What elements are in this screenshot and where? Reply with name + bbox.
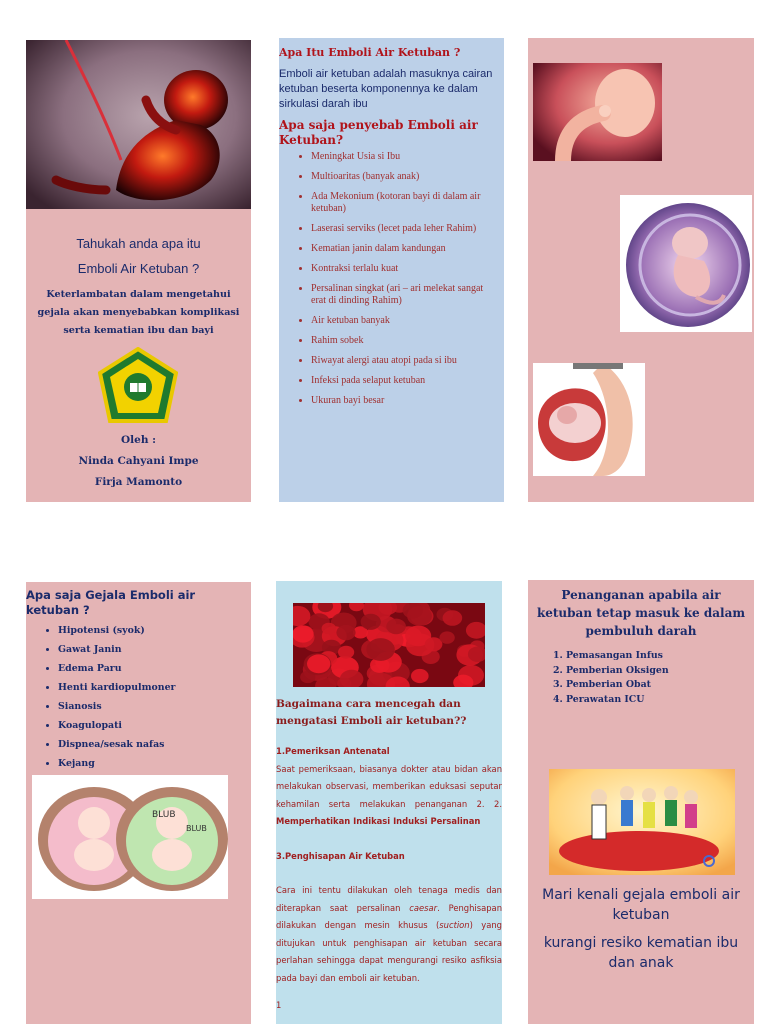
prevention-heading: Bagaimana cara mencegah dan mengatasi Emboli air ketuban?? bbox=[276, 698, 467, 727]
list-item: • Meningkat Usia si Ibu bbox=[311, 151, 497, 163]
cover-panel bbox=[26, 40, 251, 502]
list-item: • Kematian janin dalam kandungan bbox=[311, 243, 497, 255]
list-item: • Riwayat alergi atau atopi pada si ibu bbox=[311, 355, 497, 367]
causes-list bbox=[279, 151, 497, 415]
treatment-heading: Penanganan apabila air ketuban tetap masuk ke dalam pembuluh darah bbox=[536, 588, 746, 638]
list-item: • Ukuran bayi besar bbox=[311, 395, 497, 407]
symptoms-panel bbox=[26, 582, 251, 1024]
step-title: 3.Penghisapan Air Ketuban bbox=[276, 850, 405, 861]
definition-heading: Apa Itu Emboli Air Ketuban ? bbox=[279, 46, 461, 59]
treatment-panel bbox=[528, 580, 754, 1024]
list-item: • Koagulopati bbox=[58, 720, 176, 731]
list-item: • Infeksi pada selaput ketuban bbox=[311, 375, 497, 387]
list-item: • Persalinan singkat (ari – ari melekat sangat erat di dinding Rahim) bbox=[311, 283, 497, 307]
fetus-photo bbox=[26, 40, 251, 209]
list-item: • Hipotensi (syok) bbox=[58, 625, 176, 636]
symptoms-list bbox=[26, 625, 176, 777]
step-text: Saat pemeriksaan, biasanya dokter atau bidan akan melakukan observasi, memberikan eduksasi seputar kehamilan serta melakukan penanganan 2. 2. Memperhatikan Indikasi Induksi Persalinan bbox=[276, 763, 502, 826]
list-item: 3. Pemberian Obat bbox=[566, 679, 669, 690]
list-item: • Gawat Janin bbox=[58, 644, 176, 655]
list-item: • Sianosis bbox=[58, 701, 176, 712]
closing-message: kurangi resiko kematian ibu dan anak bbox=[543, 935, 739, 971]
list-item: • Dispnea/sesak nafas bbox=[58, 739, 176, 750]
list-item: • Kejang bbox=[58, 758, 176, 769]
school-logo bbox=[98, 347, 178, 425]
prevention-body bbox=[276, 743, 502, 1015]
list-item: • Ada Mekonium (kotoran bayi di dalam air ketuban) bbox=[311, 191, 497, 215]
definition-panel bbox=[279, 38, 504, 502]
list-item: 2. Pemberian Oksigen bbox=[566, 665, 669, 676]
cover-subtitle: Keterlambatan dalam mengetahui gejala akan menyebabkan komplikasi serta kematian ibu dan bayi bbox=[37, 289, 240, 336]
author-name: Ninda Cahyani Impe bbox=[78, 455, 199, 467]
step-title: 1.Pemeriksan Antenatal bbox=[276, 746, 390, 756]
closing-message: Mari kenali gejala emboli air ketuban bbox=[542, 887, 740, 923]
uterus-diagram bbox=[533, 363, 645, 476]
list-item: • Laserasi serviks (lecet pada leher Rahim) bbox=[311, 223, 497, 235]
bubble-text: BLUB bbox=[152, 810, 176, 820]
family-cartoon-image bbox=[549, 769, 735, 875]
fetus-sac-photo bbox=[620, 195, 752, 332]
bubble-text: BLUB bbox=[186, 824, 207, 833]
list-item: • Edema Paru bbox=[58, 663, 176, 674]
blood-cells-image bbox=[293, 603, 485, 687]
prevention-panel bbox=[276, 581, 502, 1024]
cover-title-line2: Emboli Air Ketuban ? bbox=[77, 261, 200, 276]
author-name: Firja Mamonto bbox=[94, 476, 183, 488]
treatment-list bbox=[528, 650, 669, 708]
list-item: • Henti kardiopulmoner bbox=[58, 682, 176, 693]
list-item: • Kontraksi terlalu kuat bbox=[311, 263, 497, 275]
author-label: Oleh : bbox=[121, 434, 156, 446]
step-text: Cara ini tentu dilakukan oleh tenaga medis dan diterapkan saat persalinan caesar. Penghisapan dilakukan dengan mesin khusus (suction) yang ditujukan untuk penghisapan air ketuban secara perlahan sehingga dapat mengurangi resiko asfiksia pada bayi dan emboli air ketuban. bbox=[276, 885, 502, 983]
baby-hand-photo bbox=[533, 63, 662, 161]
symptoms-heading: Apa saja Gejala Emboli air ketuban ? bbox=[26, 588, 196, 617]
list-item: • Multioaritas (banyak anak) bbox=[311, 171, 497, 183]
list-item: 1. Pemasangan Infus bbox=[566, 650, 669, 661]
causes-heading: Apa saja penyebab Emboli air Ketuban? bbox=[279, 118, 478, 147]
cartoon-babies-image bbox=[32, 775, 228, 899]
list-item: • Air ketuban banyak bbox=[311, 315, 497, 327]
images-panel bbox=[528, 38, 754, 502]
list-item: 4. Perawatan ICU bbox=[566, 694, 669, 705]
cover-title-line1: Tahukah anda apa itu bbox=[76, 236, 201, 251]
definition-text: Emboli air ketuban adalah masuknya cairan ketuban beserta komponennya ke dalam sirkulasi darah ibu bbox=[279, 68, 493, 110]
list-item: • Rahim sobek bbox=[311, 335, 497, 347]
page-number: 1 bbox=[276, 1000, 282, 1010]
